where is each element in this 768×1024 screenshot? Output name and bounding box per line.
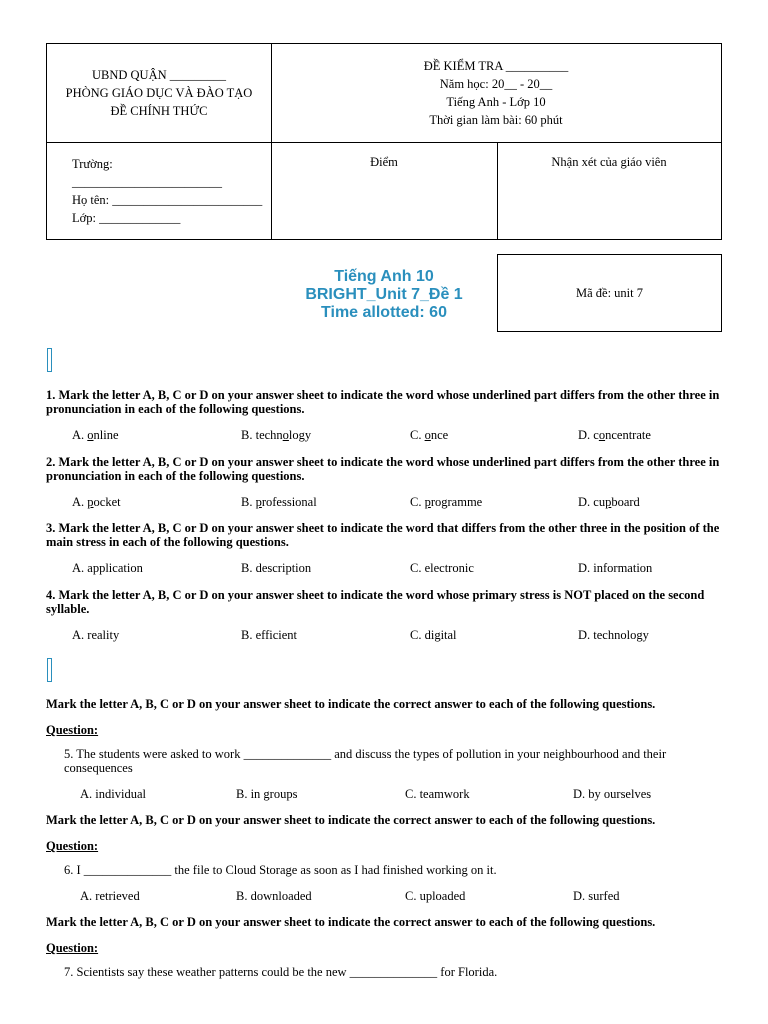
subject-grade: Tiếng Anh - Lớp 10: [446, 95, 546, 109]
answer-option[interactable]: [578, 561, 652, 576]
underlined-part: o: [87, 428, 94, 442]
option-text: application: [87, 561, 143, 575]
school-field-label: Trường:: [72, 157, 113, 171]
option-text: A.: [72, 561, 88, 575]
answer-option[interactable]: [410, 561, 474, 576]
header-table: [46, 43, 722, 240]
option-text: C.: [410, 561, 425, 575]
option-text: logy: [288, 428, 312, 442]
teacher-comment-label: Nhận xét của giáo viên: [551, 155, 667, 169]
instruction: Mark the letter A, B, C or D on your answer sheet to indicate the correct answer to each of the following questions.: [46, 915, 656, 929]
underlined-part: p: [87, 495, 94, 509]
answer-option[interactable]: C. teamwork: [405, 787, 470, 801]
answer-option[interactable]: [241, 495, 317, 510]
option-text: electronic: [424, 561, 474, 575]
question-heading: 2. Mark the letter A, B, C or D on your answer sheet to indicate the word whose underlined part differs from the other three in pronunciation in each of the following questions.: [46, 455, 720, 483]
option-text: B.: [241, 495, 256, 509]
answer-option[interactable]: D. by ourselves: [573, 787, 652, 801]
option-text: nce: [430, 428, 449, 442]
answer-option[interactable]: [410, 428, 448, 443]
answer-option[interactable]: [72, 428, 119, 443]
answer-option[interactable]: [241, 428, 311, 443]
question-stem: 5. The students were asked to work ______________ and discuss the types of pollution in your neighbourhood and their consequences: [64, 747, 667, 775]
option-text: information: [593, 561, 653, 575]
title-unit: BRIGHT_Unit 7_Đề 1: [305, 286, 463, 303]
option-text: board: [611, 495, 640, 509]
question-heading: 3. Mark the letter A, B, C or D on your answer sheet to indicate the word that differs from the other three in the position of the main stress in each of the following questions.: [46, 521, 720, 549]
question-stem: 6. I ______________ the file to Cloud Storage as soon as I had finished working on it.: [64, 863, 497, 877]
option-text: D.: [578, 495, 594, 509]
option-text: D.: [578, 561, 594, 575]
answer-option[interactable]: [410, 628, 457, 643]
section-marker-icon: [47, 658, 52, 682]
option-text: C.: [410, 428, 425, 442]
option-text: nline: [93, 428, 119, 442]
option-text: B.: [241, 428, 256, 442]
instruction: Mark the letter A, B, C or D on your answer sheet to indicate the correct answer to each of the following questions.: [46, 813, 656, 827]
question-stem: 7. Scientists say these weather patterns could be the new ______________ for Florida.: [64, 965, 498, 979]
option-text: B.: [241, 628, 256, 642]
answer-option[interactable]: A. retrieved: [80, 889, 140, 903]
divider: [47, 142, 721, 143]
answer-option[interactable]: D. surfed: [573, 889, 620, 903]
answer-option[interactable]: B. in groups: [236, 787, 298, 801]
underlined-part: p: [255, 495, 262, 509]
option-text: ocket: [93, 495, 121, 509]
title-subject: Tiếng Anh 10: [334, 268, 434, 285]
option-text: rogramme: [430, 495, 483, 509]
title-time: Time allotted: 60: [321, 304, 447, 321]
underlined-part: p: [605, 495, 612, 509]
option-text: A.: [72, 628, 88, 642]
school-field-blank: ________________________: [72, 175, 222, 189]
question-label: Question:: [46, 941, 99, 955]
option-text: technology: [593, 628, 649, 642]
exam-code: Mã đề: unit 7: [575, 285, 643, 300]
option-text: ncentrate: [605, 428, 651, 442]
answer-option[interactable]: [410, 495, 482, 510]
option-text: c: [593, 428, 599, 442]
district-line: UBND QUẬN _________: [91, 68, 227, 82]
answer-option[interactable]: [72, 561, 143, 576]
student-info: [72, 155, 267, 227]
answer-option[interactable]: [241, 561, 311, 576]
option-text: efficient: [255, 628, 298, 642]
answer-option[interactable]: [72, 495, 121, 510]
answer-option[interactable]: [578, 628, 649, 643]
answer-option[interactable]: [72, 628, 119, 643]
option-text: A.: [72, 495, 88, 509]
exam-code-box: [497, 254, 722, 332]
score-label: Điểm: [370, 155, 398, 169]
option-text: techn: [255, 428, 283, 442]
question-label: Question:: [46, 723, 99, 737]
option-text: rofessional: [261, 495, 317, 509]
question-heading: 1. Mark the letter A, B, C or D on your answer sheet to indicate the word whose underlined part differs from the other three in pronunciation in each of the following questions.: [46, 388, 720, 416]
option-text: D.: [578, 428, 594, 442]
time-limit: Thời gian làm bài: 60 phút: [429, 113, 563, 127]
answer-option[interactable]: [578, 428, 651, 443]
question-heading: 4. Mark the letter A, B, C or D on your answer sheet to indicate the word whose primary stress is NOT placed on the second syllable.: [46, 588, 705, 616]
official-line: ĐỀ CHÍNH THỨC: [110, 104, 208, 118]
option-text: C.: [410, 495, 425, 509]
test-title: [250, 268, 518, 322]
option-text: D.: [578, 628, 594, 642]
option-text: description: [255, 561, 312, 575]
option-text: digital: [424, 628, 457, 642]
name-field: Họ tên: ________________________: [72, 193, 263, 207]
instruction: Mark the letter A, B, C or D on your answer sheet to indicate the correct answer to each of the following questions.: [46, 697, 656, 711]
exam-title: ĐỀ KIỂM TRA __________: [423, 59, 569, 73]
exam-header: [271, 57, 721, 129]
school-header: [47, 66, 271, 120]
answer-option[interactable]: C. uploaded: [405, 889, 466, 903]
answer-option[interactable]: A. individual: [80, 787, 146, 801]
option-text: A.: [72, 428, 88, 442]
underlined-part: o: [598, 428, 606, 442]
school-year: Năm học: 20__ - 20__: [439, 77, 553, 91]
underlined-part: o: [282, 428, 289, 442]
class-field: Lớp: _____________: [72, 211, 181, 225]
option-text: B.: [241, 561, 256, 575]
question-label: Question:: [46, 839, 99, 853]
section-marker-icon: [47, 348, 52, 372]
option-text: C.: [410, 628, 425, 642]
underlined-part: p: [424, 495, 431, 509]
answer-option[interactable]: B. downloaded: [236, 889, 312, 903]
option-text: cu: [593, 495, 606, 509]
option-text: reality: [87, 628, 120, 642]
underlined-part: o: [424, 428, 431, 442]
department-line: PHÒNG GIÁO DỤC VÀ ĐÀO TẠO: [65, 86, 253, 100]
answer-option[interactable]: [578, 495, 640, 510]
answer-option[interactable]: [241, 628, 297, 643]
